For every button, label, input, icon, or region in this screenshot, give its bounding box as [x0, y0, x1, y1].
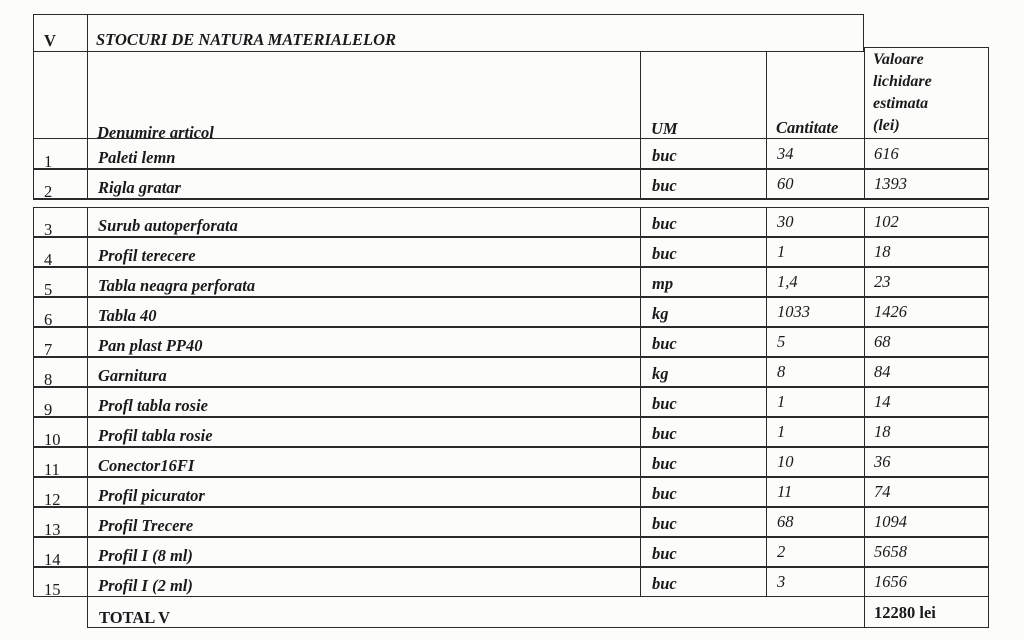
quantity: 1033 — [777, 302, 810, 321]
quantity: 1,4 — [777, 272, 798, 291]
cell-divider — [87, 477, 88, 507]
article-name: Rigla gratar — [98, 178, 181, 197]
liquidation-value: 14 — [874, 392, 891, 411]
quantity: 1 — [777, 392, 786, 411]
row-number: 11 — [44, 460, 60, 479]
table-row — [33, 139, 989, 169]
unit: buc — [652, 514, 677, 533]
row-number: 12 — [44, 490, 61, 509]
article-name: Pan plast PP40 — [98, 336, 203, 355]
header-um: UM — [651, 119, 678, 138]
cell-divider — [766, 327, 767, 357]
cell-divider — [640, 537, 641, 567]
unit: buc — [652, 544, 677, 563]
cell-divider — [640, 417, 641, 447]
quantity: 10 — [777, 452, 794, 471]
unit: buc — [652, 244, 677, 263]
total-value: 12280 lei — [874, 603, 936, 622]
cell-divider — [87, 207, 88, 237]
row-number: 8 — [44, 370, 53, 389]
article-name: Profil tabla rosie — [98, 426, 213, 445]
cell-divider — [87, 507, 88, 537]
article-name: Tabla 40 — [98, 306, 157, 325]
cell-divider — [87, 237, 88, 267]
unit: mp — [652, 274, 674, 293]
cell-divider — [87, 139, 88, 169]
col-divider-name — [640, 52, 641, 139]
cell-divider — [864, 237, 865, 267]
unit: buc — [652, 214, 677, 233]
cell-divider — [766, 169, 767, 199]
row-number: 13 — [44, 520, 61, 539]
cell-divider — [864, 507, 865, 537]
unit: buc — [652, 176, 677, 195]
header-value-line4: (lei) — [873, 117, 900, 134]
unit: kg — [652, 364, 669, 383]
liquidation-value: 1426 — [874, 302, 907, 321]
cell-divider — [864, 387, 865, 417]
cell-divider — [640, 207, 641, 237]
unit: buc — [652, 334, 677, 353]
unit: kg — [652, 304, 669, 323]
cell-divider — [87, 357, 88, 387]
row-number: 9 — [44, 400, 53, 419]
value-header-top — [864, 47, 989, 48]
liquidation-value: 18 — [874, 422, 891, 441]
cell-divider — [864, 139, 865, 169]
cell-divider — [640, 567, 641, 597]
cell-divider — [864, 357, 865, 387]
cell-divider — [640, 139, 641, 169]
total-divider — [864, 596, 865, 628]
cell-divider — [87, 387, 88, 417]
cell-divider — [640, 327, 641, 357]
liquidation-value: 74 — [874, 482, 891, 501]
cell-divider — [766, 297, 767, 327]
cell-divider — [640, 387, 641, 417]
col-divider-qty — [864, 47, 865, 139]
liquidation-value: 616 — [874, 144, 899, 163]
liquidation-value: 102 — [874, 212, 899, 231]
article-name: Surub autoperforata — [98, 216, 238, 235]
cell-divider — [766, 477, 767, 507]
row-number: 10 — [44, 430, 61, 449]
article-name: Paleti lemn — [98, 148, 176, 167]
cell-divider — [766, 567, 767, 597]
cell-divider — [766, 267, 767, 297]
cell-divider — [864, 327, 865, 357]
cell-divider — [864, 417, 865, 447]
total-label: TOTAL V — [99, 608, 171, 627]
quantity: 1 — [777, 422, 786, 441]
unit: buc — [652, 484, 677, 503]
article-name: Conector16FI — [98, 456, 195, 475]
cell-divider — [864, 447, 865, 477]
liquidation-value: 1094 — [874, 512, 907, 531]
cell-divider — [766, 507, 767, 537]
cell-divider — [87, 537, 88, 567]
row-number: 4 — [44, 250, 53, 269]
cell-divider — [864, 207, 865, 237]
col-divider-um — [766, 52, 767, 139]
row-number: 5 — [44, 280, 53, 299]
section-number: V — [44, 31, 56, 50]
liquidation-value: 68 — [874, 332, 891, 351]
row-break — [33, 199, 989, 200]
article-name: Profil terecere — [98, 246, 196, 265]
quantity: 60 — [777, 174, 794, 193]
cell-divider — [864, 567, 865, 597]
header-value-line1: Valoare — [873, 51, 924, 68]
unit: buc — [652, 394, 677, 413]
quantity: 34 — [777, 144, 794, 163]
liquidation-value: 5658 — [874, 542, 907, 561]
header-article: Denumire articol — [97, 123, 214, 142]
article-name: Profl tabla rosie — [98, 396, 208, 415]
cell-divider — [864, 297, 865, 327]
header-quantity: Cantitate — [776, 118, 839, 137]
col-divider-nr — [87, 52, 88, 139]
cell-divider — [87, 567, 88, 597]
cell-divider — [864, 267, 865, 297]
row-number: 1 — [44, 152, 53, 171]
cell-divider — [640, 169, 641, 199]
cell-divider — [87, 417, 88, 447]
cell-divider — [87, 297, 88, 327]
header-value-line3: estimata — [873, 95, 929, 112]
table-row — [33, 357, 989, 387]
cell-divider — [640, 357, 641, 387]
cell-divider — [640, 237, 641, 267]
total-row — [87, 596, 989, 628]
header-value-line2: lichidare — [873, 73, 932, 90]
liquidation-value: 23 — [874, 272, 891, 291]
cell-divider — [766, 207, 767, 237]
cell-divider — [766, 237, 767, 267]
row-number: 14 — [44, 550, 61, 569]
liquidation-value: 36 — [874, 452, 891, 471]
row-number: 15 — [44, 580, 61, 599]
liquidation-value: 18 — [874, 242, 891, 261]
cell-divider — [640, 267, 641, 297]
row-number: 2 — [44, 182, 53, 201]
quantity: 2 — [777, 542, 786, 561]
cell-divider — [87, 169, 88, 199]
quantity: 30 — [777, 212, 794, 231]
quantity: 3 — [777, 572, 786, 591]
quantity: 8 — [777, 362, 786, 381]
cell-divider — [640, 477, 641, 507]
quantity: 5 — [777, 332, 786, 351]
cell-divider — [766, 387, 767, 417]
unit: buc — [652, 146, 677, 165]
liquidation-value: 1393 — [874, 174, 907, 193]
unit: buc — [652, 574, 677, 593]
cell-divider — [766, 447, 767, 477]
article-name: Tabla neagra perforata — [98, 276, 256, 295]
liquidation-value: 1656 — [874, 572, 907, 591]
cell-divider — [864, 477, 865, 507]
cell-divider — [87, 267, 88, 297]
cell-divider — [640, 447, 641, 477]
row-number: 3 — [44, 220, 53, 239]
quantity: 68 — [777, 512, 794, 531]
row-number: 7 — [44, 340, 53, 359]
section-title: STOCURI DE NATURA MATERIALELOR — [96, 30, 396, 49]
cell-divider — [640, 297, 641, 327]
cell-divider — [766, 357, 767, 387]
cell-divider — [87, 327, 88, 357]
quantity: 11 — [777, 482, 793, 501]
cell-divider — [766, 537, 767, 567]
unit: buc — [652, 454, 677, 473]
cell-divider — [864, 537, 865, 567]
article-name: Garnitura — [98, 366, 167, 385]
cell-divider — [864, 169, 865, 199]
table-row — [33, 297, 989, 327]
cell-divider — [87, 447, 88, 477]
article-name: Profil picurator — [98, 486, 205, 505]
row-number: 6 — [44, 310, 53, 329]
liquidation-value: 84 — [874, 362, 891, 381]
unit: buc — [652, 424, 677, 443]
article-name: Profil Trecere — [98, 516, 194, 535]
cell-divider — [640, 507, 641, 537]
article-name: Profil I (2 ml) — [98, 576, 193, 595]
cell-divider — [766, 139, 767, 169]
quantity: 1 — [777, 242, 786, 261]
cell-divider — [766, 417, 767, 447]
article-name: Profil I (8 ml) — [98, 546, 193, 565]
